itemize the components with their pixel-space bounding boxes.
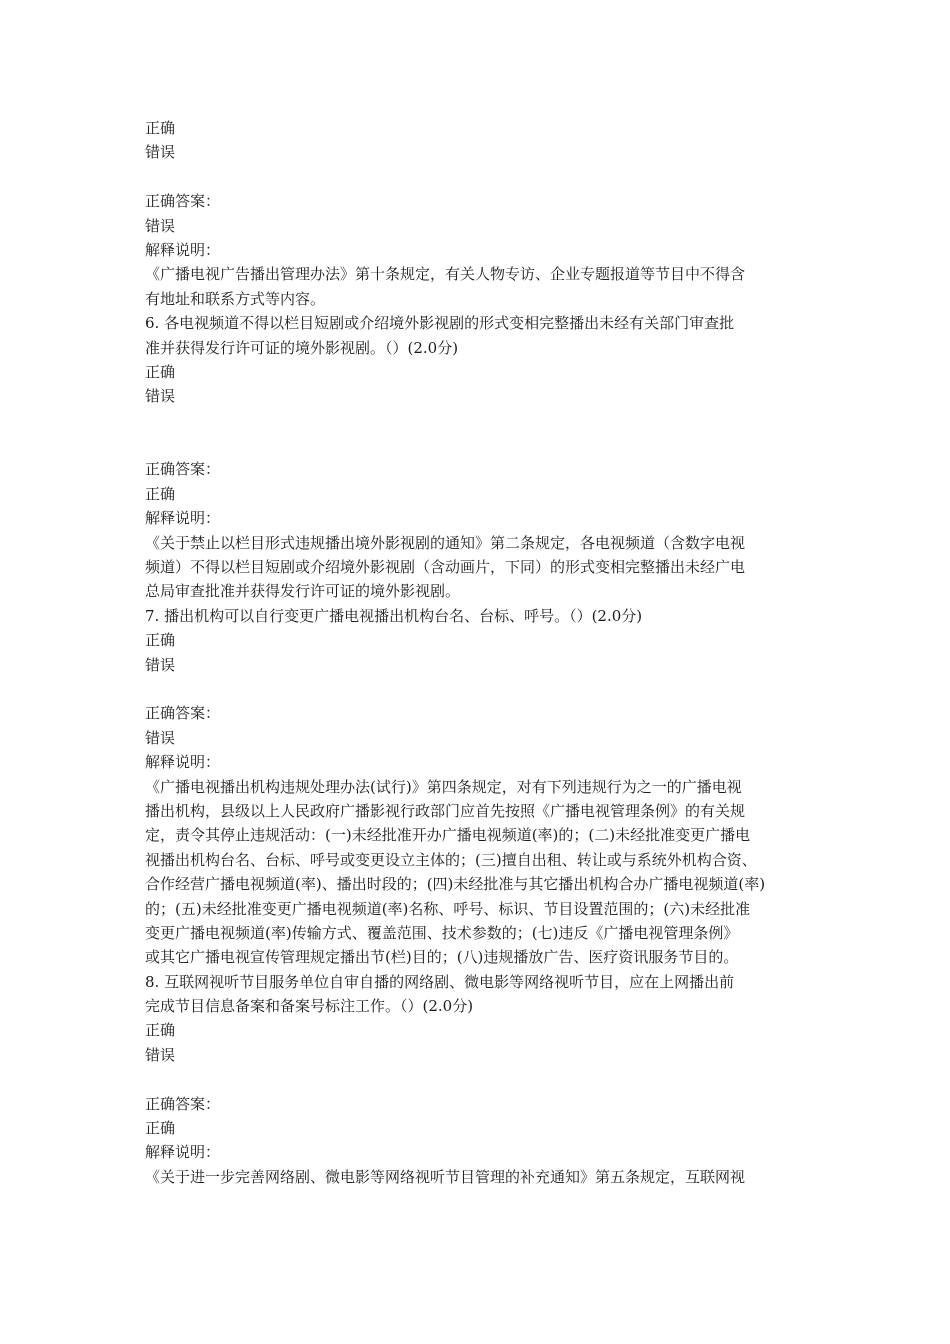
question-block-7 bbox=[145, 604, 815, 970]
explain-line: 定，责令其停止违规活动：(一)未经批准开办广播电视频道(率)的；(二)未经批准变更广播电 bbox=[145, 826, 751, 845]
answer-value: 错误 bbox=[145, 216, 176, 235]
explain-line: 或其它广播电视宣传管理规定播出节(栏)目的；(八)违规播放广告、医疗资讯服务节目的。 bbox=[145, 948, 739, 967]
explain-line: 有地址和联系方式等内容。 bbox=[145, 289, 326, 308]
answer-label: 正确答案： bbox=[145, 460, 221, 479]
option-correct: 正确 bbox=[145, 1021, 176, 1040]
option-correct: 正确 bbox=[145, 362, 176, 381]
explain-line: 总局审查批准并获得发行许可证的境外影视剧。 bbox=[145, 582, 461, 601]
option-correct: 正确 bbox=[145, 631, 176, 650]
option-wrong: 错误 bbox=[145, 1045, 176, 1064]
question-block-5 bbox=[145, 116, 815, 311]
explain-line: 《广播电视播出机构违规处理办法(试行)》第四条规定，对有下列违规行为之一的广播电视 bbox=[145, 777, 742, 796]
option-wrong: 错误 bbox=[145, 655, 176, 674]
answer-label: 正确答案： bbox=[145, 1094, 221, 1113]
question-block-6 bbox=[145, 311, 815, 604]
explain-line: 《关于禁止以栏目形式违规播出境外影视剧的通知》第二条规定，各电视频道（含数字电视 bbox=[145, 533, 746, 552]
explain-line: 的；(五)未经批准变更广播电视频道(率)名称、呼号、标识、节目设置范围的；(六)未经批准 bbox=[145, 899, 751, 918]
explain-label: 解释说明： bbox=[145, 1143, 221, 1162]
question-text: 6. 各电视频道不得以栏目短剧或介绍境外影视剧的形式变相完整播出未经有关部门审查批 bbox=[145, 314, 735, 333]
option-wrong: 错误 bbox=[145, 387, 176, 406]
explain-line: 《关于进一步完善网络剧、微电影等网络视听节目管理的补充通知》第五条规定，互联网视 bbox=[145, 1167, 746, 1186]
explain-label: 解释说明： bbox=[145, 240, 221, 259]
explain-line: 频道）不得以栏目短剧或介绍境外影视剧（含动画片，下同）的形式变相完整播出未经广电 bbox=[145, 558, 746, 577]
question-text: 完成节目信息备案和备案号标注工作。（）(2.0分) bbox=[145, 997, 474, 1016]
answer-value: 正确 bbox=[145, 1119, 176, 1138]
option-wrong: 错误 bbox=[145, 143, 176, 162]
answer-value: 错误 bbox=[145, 728, 176, 747]
question-text: 8. 互联网视听节目服务单位自审自播的网络剧、微电影等网络视听节目，应在上网播出前 bbox=[145, 972, 735, 991]
explain-line: 变更广播电视频道(率)传输方式、覆盖范围、技术参数的；(七)违反《广播电视管理条例》 bbox=[145, 923, 739, 942]
question-text: 7. 播出机构可以自行变更广播电视播出机构台名、台标、呼号。（）(2.0分) bbox=[145, 606, 643, 625]
option-correct: 正确 bbox=[145, 119, 176, 137]
question-block-8 bbox=[145, 970, 815, 1190]
answer-label: 正确答案： bbox=[145, 704, 221, 723]
explain-line: 播出机构，县级以上人民政府广播影视行政部门应首先按照《广播电视管理条例》的有关规 bbox=[145, 801, 746, 820]
explain-line: 合作经营广播电视频道(率)、播出时段的；(四)未经批准与其它播出机构合办广播电视频道(率) bbox=[145, 875, 766, 894]
explain-line: 《广播电视广告播出管理办法》第十条规定，有关人物专访、企业专题报道等节目中不得含 bbox=[145, 265, 746, 284]
explain-label: 解释说明： bbox=[145, 753, 221, 772]
explain-line: 视播出机构台名、台标、呼号或变更设立主体的；(三)擅自出租、转让或与系统外机构合资、 bbox=[145, 850, 757, 869]
explain-label: 解释说明： bbox=[145, 509, 221, 528]
question-text: 准并获得发行许可证的境外影视剧。（）(2.0分) bbox=[145, 338, 459, 357]
document-page bbox=[145, 116, 815, 1189]
answer-value: 正确 bbox=[145, 484, 176, 503]
answer-label: 正确答案： bbox=[145, 192, 221, 211]
